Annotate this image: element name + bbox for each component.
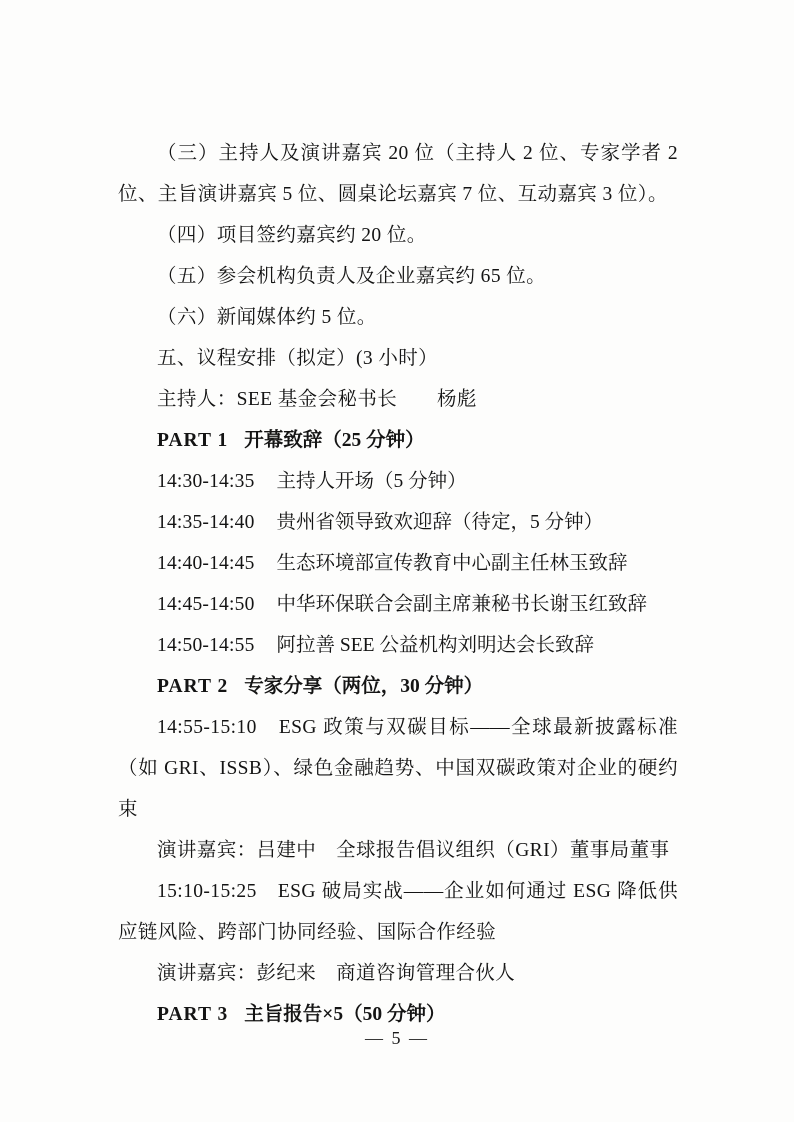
schedule-row xyxy=(118,543,678,584)
talk-2-description: 15:10-15:25 ESG 破局实战——企业如何通过 ESG 降低供应链风险、跨部门协同经验、国际合作经验 xyxy=(118,881,678,943)
part-3-duration: （50 分钟） xyxy=(343,1004,446,1025)
talk-1-speaker: 演讲嘉宾：吕建中 全球报告倡议组织（GRI）董事局董事 xyxy=(157,840,670,861)
schedule-time: 14:30-14:35 xyxy=(157,471,255,492)
schedule-desc: 阿拉善 SEE 公益机构刘明达会长致辞 xyxy=(276,635,594,656)
part-3-title: 主旨报告×5 xyxy=(244,1004,344,1025)
paragraph-item-5: （五）参会机构负责人及企业嘉宾约 65 位。 xyxy=(157,266,547,287)
part-3-label: PART 3 xyxy=(157,1004,229,1025)
talk-2-speaker: 演讲嘉宾：彭纪来 商道咨询管理合伙人 xyxy=(157,963,516,984)
part-1-duration: （25 分钟） xyxy=(322,430,425,451)
talk-1-description: 14:55-15:10 ESG 政策与双碳目标——全球最新披露标准（如 GRI、ISSB）、绿色金融趋势、中国双碳政策对企业的硬约束 xyxy=(118,717,678,820)
part-2-heading xyxy=(118,666,678,707)
schedule-desc: 主持人开场（5 分钟） xyxy=(276,471,467,492)
paragraph-item-3: （三）主持人及演讲嘉宾 20 位（主持人 2 位、专家学者 2 位、主旨演讲嘉宾 5 位、圆桌论坛嘉宾 7 位、互动嘉宾 3 位）。 xyxy=(118,143,678,205)
schedule-row xyxy=(118,461,678,502)
schedule-row xyxy=(118,625,678,666)
schedule-time: 14:35-14:40 xyxy=(157,512,255,533)
paragraph-item-6: （六）新闻媒体约 5 位。 xyxy=(157,307,377,328)
schedule-time: 14:40-14:45 xyxy=(157,553,255,574)
document-body xyxy=(118,133,678,1035)
schedule-row xyxy=(118,502,678,543)
host-line: 主持人：SEE 基金会秘书长 杨彪 xyxy=(157,389,477,410)
part-1-title: 开幕致辞 xyxy=(244,430,323,451)
schedule-time: 14:50-14:55 xyxy=(157,635,255,656)
section-heading-5: 五、议程安排（拟定）(3 小时） xyxy=(157,348,439,369)
page-number: — 5 — xyxy=(365,1028,429,1048)
part-1-heading xyxy=(118,420,678,461)
schedule-row xyxy=(118,584,678,625)
schedule-desc: 中华环保联合会副主席兼秘书长谢玉红致辞 xyxy=(276,594,648,615)
schedule-desc: 生态环境部宣传教育中心副主任林玉致辞 xyxy=(276,553,628,574)
part-1-label: PART 1 xyxy=(157,430,229,451)
paragraph-item-4: （四）项目签约嘉宾约 20 位。 xyxy=(157,225,427,246)
part-2-duration: （两位，30 分钟） xyxy=(322,676,484,697)
schedule-time: 14:45-14:50 xyxy=(157,594,255,615)
schedule-desc: 贵州省领导致欢迎辞（待定，5 分钟） xyxy=(276,512,604,533)
part-2-label: PART 2 xyxy=(157,676,229,697)
part-2-title: 专家分享 xyxy=(244,676,323,697)
